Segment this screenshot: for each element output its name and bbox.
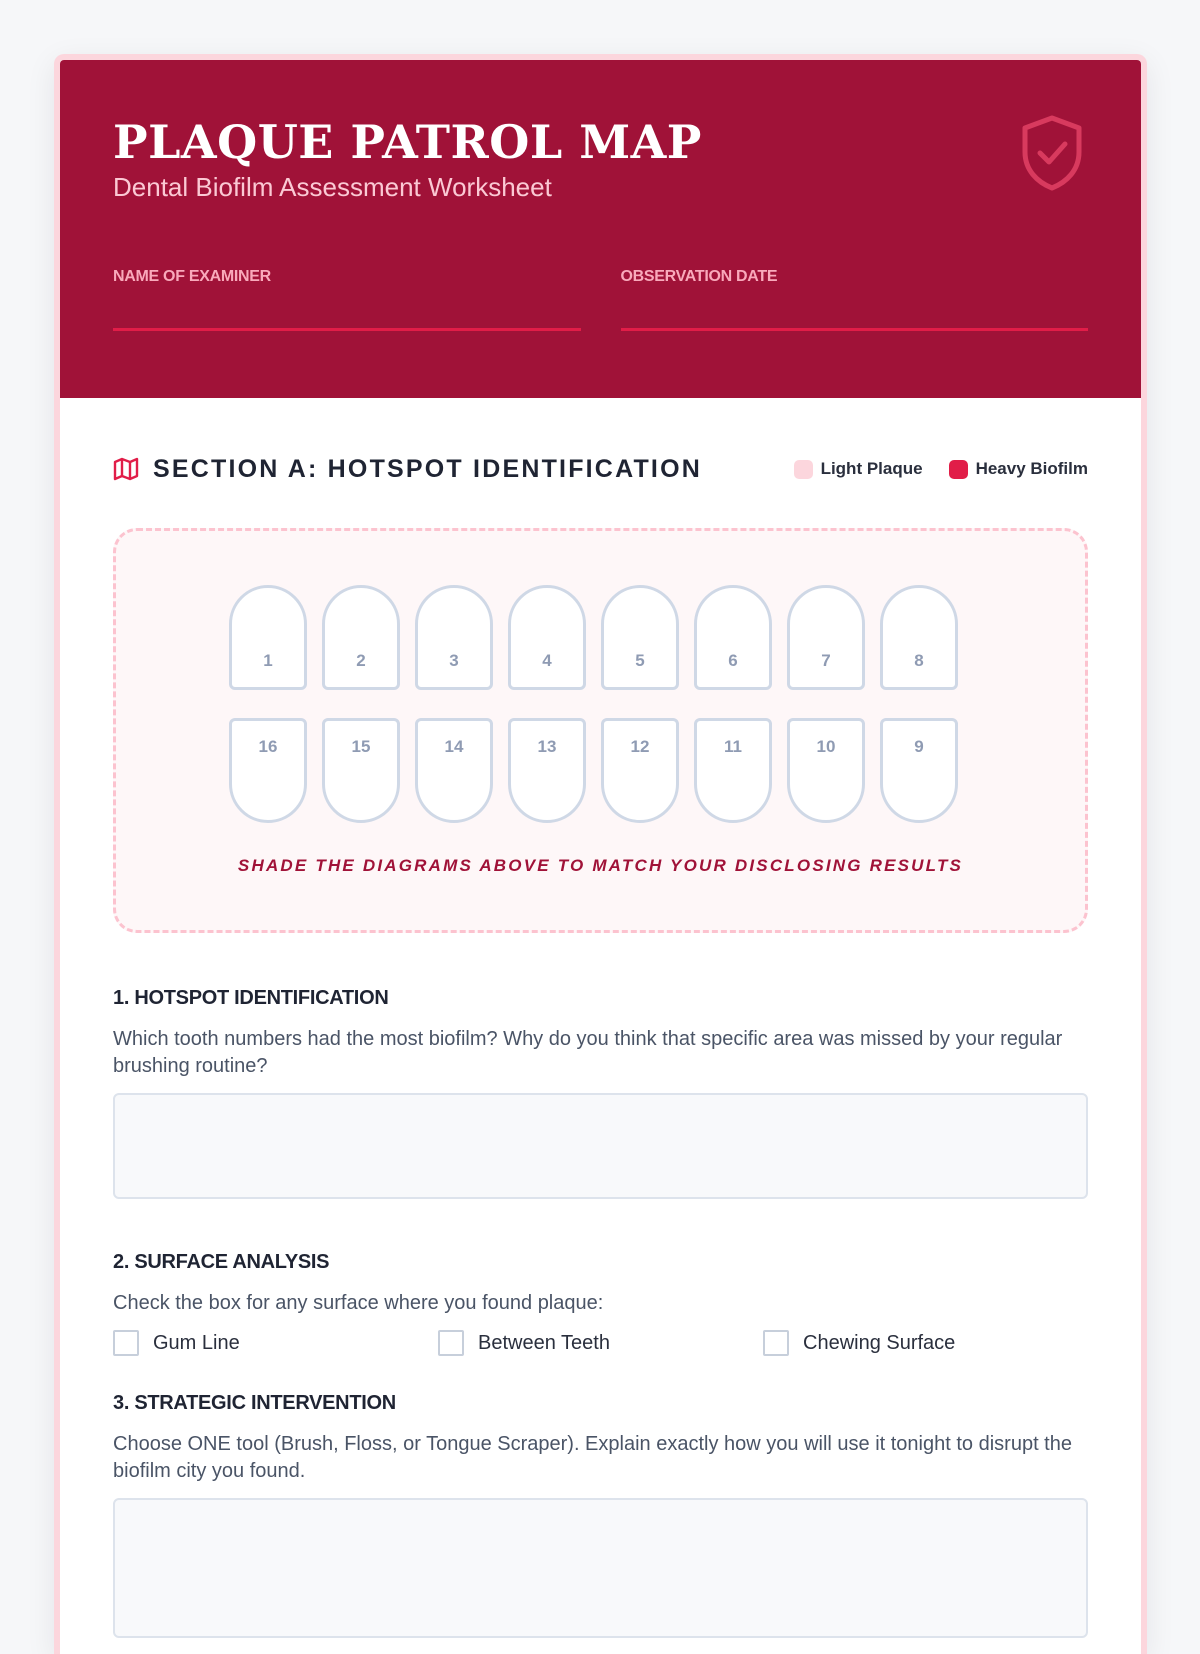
tooth-number: 6 [728,651,738,670]
tooth-diagram[interactable] [880,585,958,690]
legend-swatch-light [794,460,813,479]
header-fields [113,268,1088,331]
tooth-number: 16 [258,737,278,756]
tooth-map [113,528,1088,933]
legend-label-heavy: Heavy Biofilm [975,459,1088,478]
question-1-answer-box[interactable] [113,1093,1088,1199]
checkbox-between-teeth[interactable] [438,1330,763,1356]
tooth-diagram[interactable] [229,718,307,823]
question-2-text: Check the box for any surface where you found plaque: [113,1292,604,1314]
tooth-number: 4 [542,651,552,670]
checkbox-label: Between Teeth [478,1331,610,1354]
map-caption: SHADE THE DIAGRAMS ABOVE TO MATCH YOUR DISCLOSING RESULTS [237,856,964,875]
section-a-header [113,454,1088,484]
question-1-title: 1. HOTSPOT IDENTIFICATION [113,987,389,1009]
checkbox-label: Gum Line [153,1331,240,1354]
shield-check-icon [1019,114,1085,192]
tooth-diagram[interactable] [601,585,679,690]
page-title: PLAQUE PATROL MAP [113,115,702,169]
worksheet-body [60,454,1141,1638]
question-1-text: Which tooth numbers had the most biofilm? Why do you think that specific area was missed by your regular brushing routine? [113,1028,1063,1077]
legend-label-light: Light Plaque [820,459,923,478]
checkbox-box[interactable] [438,1330,464,1356]
date-line[interactable] [621,328,1089,331]
worksheet-header [60,60,1141,398]
tooth-number: 15 [351,737,371,756]
tooth-number: 9 [914,737,924,756]
tooth-diagram[interactable] [787,585,865,690]
checkbox-gum-line[interactable] [113,1330,438,1356]
question-3 [113,1392,1088,1638]
worksheet-card [54,54,1147,1654]
legend [794,459,1088,479]
tooth-number: 2 [356,651,366,670]
surface-checkboxes [113,1330,1088,1356]
upper-teeth-row [229,585,958,690]
tooth-number: 7 [821,651,831,670]
page-subtitle: Dental Biofilm Assessment Worksheet [113,172,552,202]
checkbox-box[interactable] [113,1330,139,1356]
question-1 [113,987,1088,1199]
examiner-field[interactable] [113,268,581,331]
tooth-diagram[interactable] [508,585,586,690]
tooth-number: 3 [449,651,459,670]
tooth-diagram[interactable] [322,718,400,823]
tooth-number: 1 [263,651,273,670]
section-a-title-group [113,455,702,484]
tooth-number: 12 [630,737,650,756]
tooth-diagram[interactable] [229,585,307,690]
legend-heavy-biofilm [949,459,1088,479]
checkbox-label: Chewing Surface [803,1331,956,1354]
tooth-diagram[interactable] [694,585,772,690]
map-icon [113,457,139,481]
checkbox-chewing-surface[interactable] [763,1330,1088,1356]
tooth-number: 14 [444,737,464,756]
tooth-diagram[interactable] [415,585,493,690]
legend-swatch-heavy [949,460,968,479]
tooth-diagram[interactable] [694,718,772,823]
tooth-number: 10 [816,737,836,756]
tooth-number: 5 [635,651,645,670]
section-a-title: SECTION A: HOTSPOT IDENTIFICATION [153,454,702,483]
question-3-answer-box[interactable] [113,1498,1088,1638]
examiner-label: NAME OF EXAMINER [113,268,271,285]
tooth-diagram[interactable] [787,718,865,823]
lower-teeth-row [229,718,958,823]
tooth-diagram[interactable] [601,718,679,823]
tooth-number: 13 [537,737,557,756]
checkbox-box[interactable] [763,1330,789,1356]
question-3-title: 3. STRATEGIC INTERVENTION [113,1392,396,1414]
tooth-diagram[interactable] [880,718,958,823]
legend-light-plaque [794,459,923,479]
question-2 [113,1251,1088,1356]
question-2-title: 2. SURFACE ANALYSIS [113,1251,330,1273]
examiner-line[interactable] [113,328,581,331]
date-label: OBSERVATION DATE [620,268,778,285]
tooth-number: 11 [724,737,742,756]
tooth-diagram[interactable] [508,718,586,823]
tooth-number: 8 [914,651,924,670]
question-3-text: Choose ONE tool (Brush, Floss, or Tongue Scraper). Explain exactly how you will use it tonight to disrupt the biofilm city you found. [113,1433,1072,1482]
date-field[interactable] [621,268,1089,331]
tooth-diagram[interactable] [322,585,400,690]
tooth-diagram[interactable] [415,718,493,823]
